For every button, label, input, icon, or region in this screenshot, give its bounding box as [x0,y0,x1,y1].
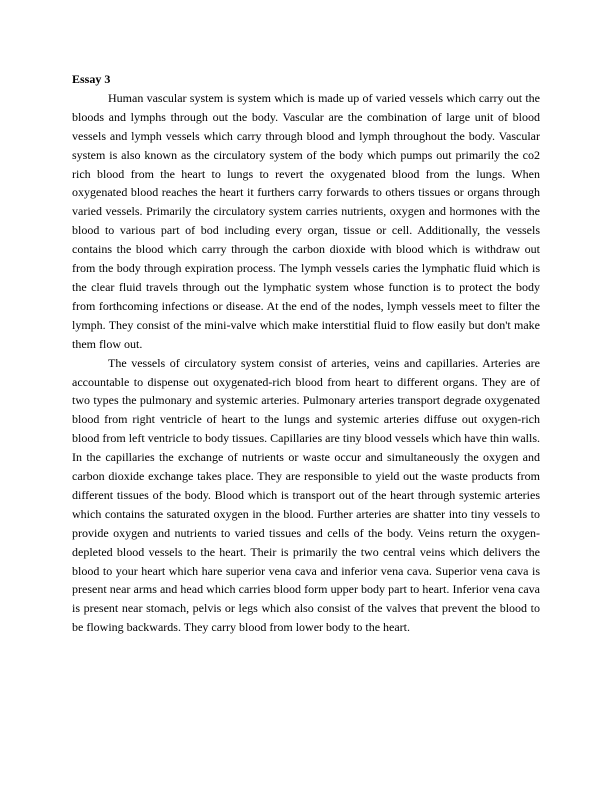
essay-title: Essay 3 [72,72,111,86]
document-body [72,70,540,637]
paragraph-circulatory-vessels: The vessels of circulatory system consist of arteries, veins and capillaries. Arteries are accountable to dispense out oxygenated-rich blood from heart to different organs. They are of two types the pulmonary and systemic arteries. Pulmonary arteries transport degrade oxygenated blood from right ventricle of heart to the lungs and systemic arteries diffuse out oxygen-rich blood from left ventricle to body tissues. Capillaries are tiny blood vessels which have thin walls. In the capillaries the exchange of nutrients or waste occur and simultaneously the oxygen and carbon dioxide exchange takes place. They are responsible to yield out the waste products from different tissues of the body. Blood which is transport out of the heart through systemic arteries which contains the saturated oxygen in the blood. Further arteries are shatter into tiny vessels to provide oxygen and nutrients to varied tissues and cells of the body. Veins return the oxygen-depleted blood vessels to the heart. Their is primarily the two central veins which delivers the blood to your heart which hare superior vena cava and inferior vena cava. Superior vena cava is present near arms and head which carries blood form upper body part to heart. Inferior vena cava is present near stomach, pelvis or legs which also consist of the valves that prevent the blood to be flowing backwards. They carry blood from lower body to the heart. [72,355,540,635]
paragraph-vascular-system: Human vascular system is system which is made up of varied vessels which carry out the bloods and lymphs through out the body. Vascular are the combination of large unit of blood vessels and lymph vessels which carry through blood and lymph throughout the body. Vascular system is also known as the circulatory system of the body which pumps out primarily the co2 rich blood from the heart to lungs to revert the oxygenated blood from the lungs. When oxygenated blood reaches the heart it furthers carry forwards to others tissues or organs through varied vessels. Primarily the circulatory system carries nutrients, oxygen and hormones with the blood to various part of bod including every organ, tissue or cell. Additionally, the vessels contains the blood which carry through the carbon dioxide with blood which is withdraw out from the body through expiration process. The lymph vessels caries the lymphatic fluid which is the clear fluid travels through out the lymphatic system whose function is to protect the body from forthcoming infections or disease. At the end of the nodes, lymph vessels meet to filter the lymph. They consist of the mini-valve which make interstitial fluid to flow easily but don't make them flow out. [72,90,540,351]
